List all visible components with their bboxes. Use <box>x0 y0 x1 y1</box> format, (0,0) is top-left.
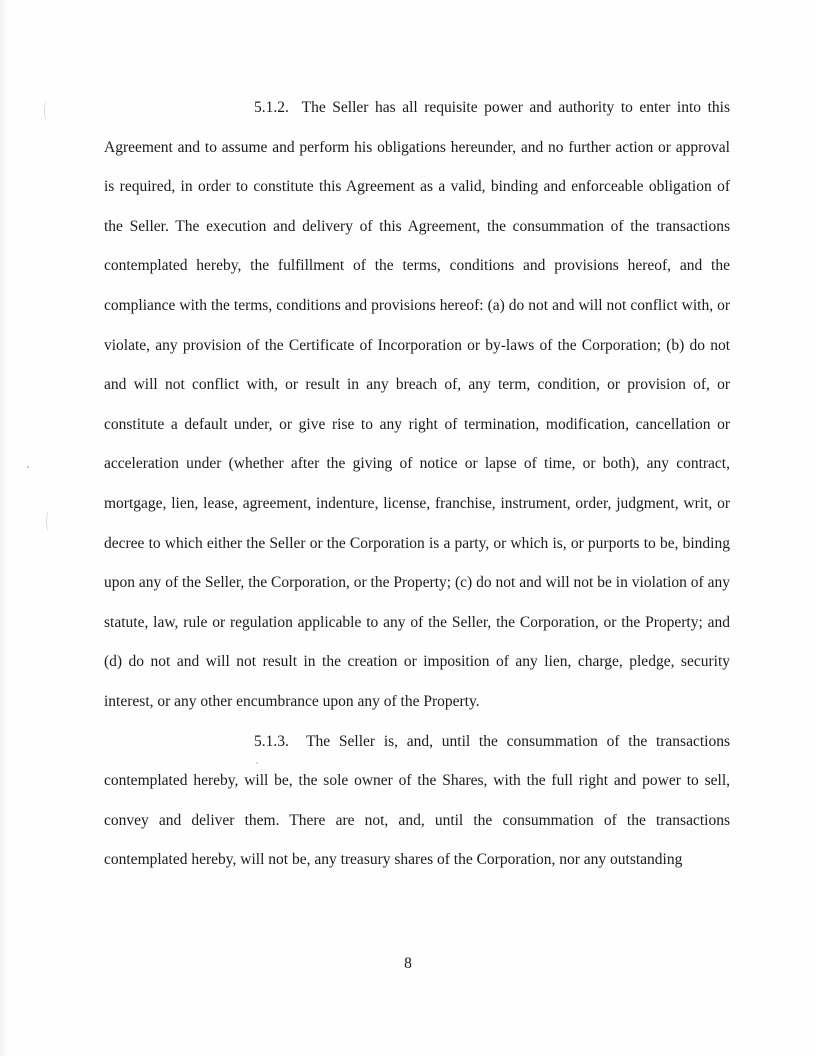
paragraph-text: The Seller has all requisite power and authority to enter into this Agreement and to assume and perform his obligations hereunder, and no further action or approval is required, in order to constitute this Agreement as a valid, binding and enforceable obligation of the Seller. The execution and delivery of this Agreement, the consummation of the transactions contemplated hereby, the fulfillment of the terms, conditions and provisions hereof, and the compliance with the terms, conditions and provisions hereof: (a) do not and will not conflict with, or violate, any provision of the Certificate of Incorporation or by-laws of the Corporation; (b) do not and will not conflict with, or result in any breach of, any term, condition, or provision of, or constitute a default under, or give rise to any right of termination, modification, cancellation or acceleration under (whether after the giving of notice or lapse of time, or both), any contract, mortgage, lien, lease, agreement, indenture, license, franchise, instrument, order, judgment, writ, or decree to which either the Seller or the Corporation is a party, or which is, or purports to be, binding upon any of the Seller, the Corporation, or the Property; (c) do not and will not be in violation of any statute, law, rule or regulation applicable to any of the Seller, the Corporation, or the Property; and (d) do not and will not result in the creation or imposition of any lien, charge, pledge, security interest, or any other encumbrance upon any of the Property. <box>104 99 730 710</box>
binding-hole-mark <box>46 510 53 532</box>
section-number: 5.1.3. <box>254 732 289 750</box>
page-number: 8 <box>404 955 412 972</box>
paragraph-text: The Seller is, and, until the consummation of the transactions contemplated hereby, will be, the sole owner of the Shares, with the full right and power to sell, convey and deliver them. There are not, and, until the consummation of the transactions contemplated hereby, will not be, any treasury shares of the Corporation, nor any outstanding <box>104 732 730 869</box>
section-number: 5.1.2. <box>254 99 289 116</box>
document-body <box>104 88 730 880</box>
scan-speck <box>27 466 29 468</box>
section-5-1-3-paragraph <box>104 722 730 880</box>
section-5-1-2-paragraph <box>104 88 730 722</box>
scan-edge-shadow <box>0 0 8 1056</box>
binding-hole-mark <box>44 100 51 122</box>
